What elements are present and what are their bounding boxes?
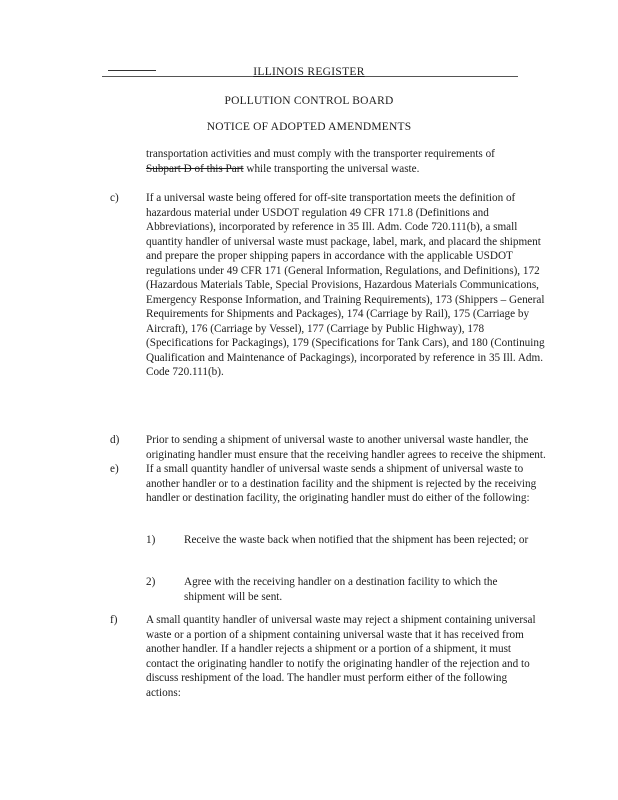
intro-struck-text: Subpart D of this Part — [146, 162, 244, 175]
section-e-item-1-text: Receive the waste back when notified that the shipment has been rejected; or — [184, 534, 529, 546]
section-e-item-2-text: Agree with the receiving handler on a destination facility to which the shipment will be sent. — [184, 576, 498, 603]
section-e-text: If a small quantity handler of universal waste sends a shipment of universal waste to another handler or to a destination facility and the shipment is rejected by the receiving handler or destination facility, the originating handler must do either of the following: — [146, 463, 537, 504]
section-c-text: If a universal waste being offered for off-site transportation meets the definition of hazardous material under USDOT regulation 49 CFR 171.8 (Definitions and Abbreviations), incorporated by reference in 35 Ill. Adm. Code 720.111(b), a small quantity handler of universal waste must package, label, mark, and placard the shipment and prepare the proper shipping papers in accordance with the applicable USDOT regulations under 49 CFR 171 (General Information, Regulations, and Definitions), 172 (Hazardous Materials Table, Special Provisions, Hazardous Materials Communications, Emergency Response Information, and Training Requirements), 173 (Shippers – General Requirements for Shipments and Packages), 174 (Carriage by Rail), 175 (Carriage by Aircraft), 176 (Carriage by Vessel), 177 (Carriage by Public Highway), 178 (Specifications for Packagings), 179 (Specifications for Tank Cars), and 180 (Continuing Qualification and Maintenance of Packagings), incorporated by reference in 35 Ill. Adm. Code 720.111(b). — [146, 192, 545, 378]
intro-paragraph — [146, 147, 558, 176]
section-d-text: Prior to sending a shipment of universal waste to another universal waste handler, the originating handler must ensure that the receiving handler agrees to receive the shipment. — [146, 434, 546, 461]
intro-text-before: transportation activities and must comply with the transporter requirements of — [146, 148, 495, 160]
section-e-label: e) — [110, 463, 119, 475]
section-e-item-2-label: 2) — [146, 576, 156, 588]
board-heading: POLLUTION CONTROL BOARD — [224, 95, 394, 107]
section-f-label: f) — [110, 614, 118, 626]
notice-heading: NOTICE OF ADOPTED AMENDMENTS — [206, 121, 412, 133]
register-title: ILLINOIS REGISTER — [253, 66, 365, 78]
section-c-label: c) — [110, 192, 119, 204]
section-e-item-1-label: 1) — [146, 534, 156, 546]
section-f-text: A small quantity handler of universal waste may reject a shipment containing universal waste or a portion of a shipment containing universal waste that it has received from another handler. If a handler rejects a shipment or a portion of a shipment, it must contact the originating handler to notify the originating handler of the rejection and to discuss reshipment of the load. The handler must perform either of the following actions: — [146, 614, 536, 699]
section-d-label: d) — [110, 434, 120, 446]
intro-text-after: while transporting the universal waste. — [243, 162, 420, 175]
